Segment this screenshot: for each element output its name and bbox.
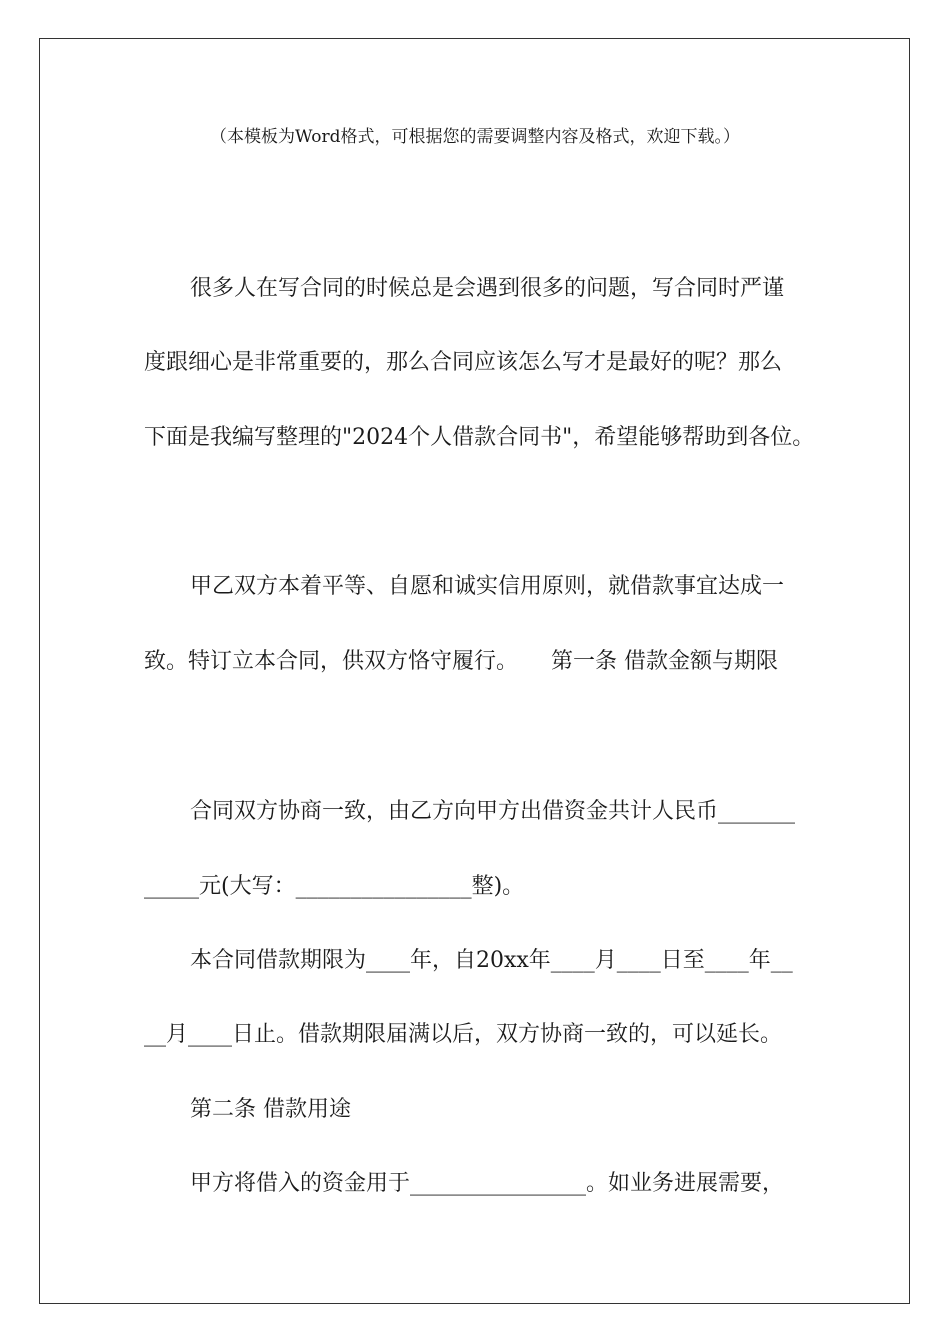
article2-line-1: 甲方将借入的资金用于________________。如业务进展需要， (190, 1171, 785, 1196)
article2-heading: 第二条 借款用途 (190, 1097, 351, 1122)
article1-term-line-1: 本合同借款期限为____年，自20xx年____月____日至____年__ (190, 948, 793, 973)
template-note: （本模板为Word格式，可根据您的需要调整内容及格式，欢迎下载。） (209, 127, 741, 147)
preamble-line-2: 致。特订立本合同，供双方恪守履行。 第一条 借款金额与期限 (144, 649, 778, 674)
article1-term-line-2: __月____日止。借款期限届满以后，双方协商一致的，可以延长。 (144, 1022, 783, 1047)
preamble-line-1: 甲乙双方本着平等、自愿和诚实信用原则，就借款事宜达成一 (190, 574, 785, 599)
intro-line-2: 度跟细心是非常重要的，那么合同应该怎么写才是最好的呢？那么 (144, 350, 783, 375)
intro-line-3: 下面是我编写整理的"2024个人借款合同书"，希望能够帮助到各位。 (144, 425, 815, 450)
intro-line-1: 很多人在写合同的时候总是会遇到很多的问题，写合同时严谨 (190, 276, 785, 301)
article1-amount-line-1: 合同双方协商一致，由乙方向甲方出借资金共计人民币_______ (190, 799, 796, 824)
article1-amount-line-2: _____元(大写：________________整)。 (144, 874, 525, 899)
